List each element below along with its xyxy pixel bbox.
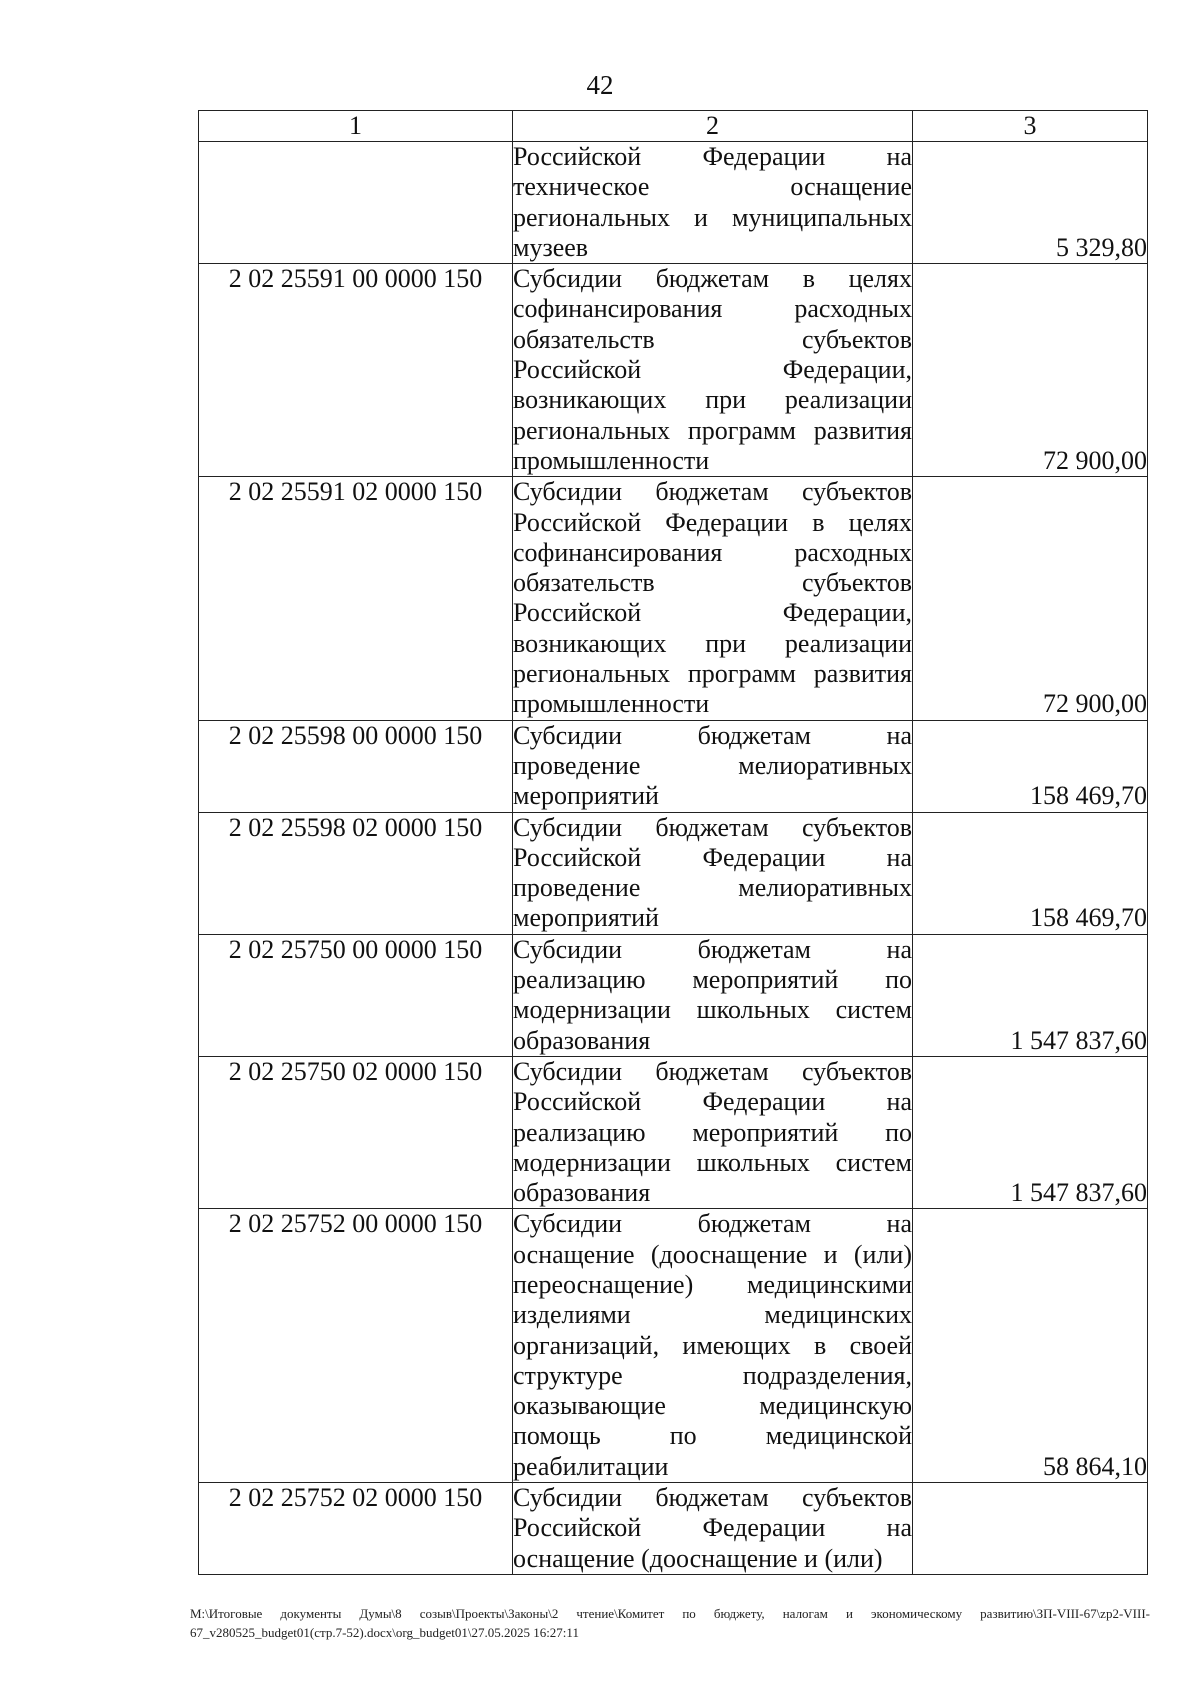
description-line: мероприятий [513, 903, 659, 933]
description-line: помощь по медицинской [513, 1421, 912, 1451]
description-line: Субсидии бюджетам субъектов [513, 477, 912, 507]
table-row [199, 1056, 1148, 1208]
description-line: Субсидии бюджетам на [513, 934, 912, 964]
table-row [199, 264, 1148, 477]
description-line: региональных программ развития [513, 659, 912, 689]
amount-cell [913, 1483, 1148, 1575]
description-line: промышленности [513, 445, 710, 475]
budget-code-cell: 2 02 25598 00 0000 150 [199, 720, 513, 812]
description-line: реализацию мероприятий по [513, 1117, 912, 1147]
budget-code-cell: 2 02 25591 00 0000 150 [199, 264, 513, 477]
budget-code-cell: 2 02 25598 02 0000 150 [199, 812, 513, 934]
budget-code-cell: 2 02 25752 00 0000 150 [199, 1209, 513, 1483]
description-line: проведение мелиоративных [513, 750, 912, 780]
description-line: техническое оснащение [513, 172, 912, 202]
table-header-row [199, 111, 1148, 142]
amount-cell: 158 469,70 [913, 720, 1148, 812]
description-line: Субсидии бюджетам субъектов [513, 1483, 912, 1513]
table-body [199, 142, 1148, 1575]
description-line: проведение мелиоративных [513, 873, 912, 903]
description-cell [513, 934, 913, 1056]
description-line: Субсидии бюджетам субъектов [513, 812, 912, 842]
description-line: Субсидии бюджетам в целях [513, 264, 912, 294]
budget-code-cell: 2 02 25750 00 0000 150 [199, 934, 513, 1056]
description-line: модернизации школьных систем [513, 1147, 912, 1177]
description-line: обязательств субъектов [513, 568, 912, 598]
table-row [199, 1209, 1148, 1483]
description-line: организаций, имеющих в своей [513, 1330, 912, 1360]
description-line: региональных и муниципальных [513, 202, 912, 232]
description-line: Российской Федерации, [513, 598, 912, 628]
description-line: Российской Федерации на [513, 842, 912, 872]
description-line: промышленности [513, 689, 710, 719]
amount-cell: 1 547 837,60 [913, 1056, 1148, 1208]
description-line: реализацию мероприятий по [513, 965, 912, 995]
description-cell [513, 477, 913, 720]
description-line: оснащение (дооснащение и (или) [513, 1239, 912, 1269]
description-line: оказывающие медицинскую [513, 1391, 912, 1421]
description-cell [513, 1056, 913, 1208]
description-cell [513, 812, 913, 934]
budget-code-cell: 2 02 25752 02 0000 150 [199, 1483, 513, 1575]
description-line: возникающих при реализации [513, 628, 912, 658]
description-line: образования [513, 1178, 651, 1208]
description-line: Субсидии бюджетам на [513, 720, 912, 750]
amount-cell: 72 900,00 [913, 477, 1148, 720]
description-line: софинансирования расходных [513, 537, 912, 567]
description-cell [513, 1209, 913, 1483]
column-header-amount: 3 [913, 111, 1148, 142]
amount-cell: 1 547 837,60 [913, 934, 1148, 1056]
description-line: оснащение (дооснащение и (или) [513, 1543, 883, 1573]
description-line: софинансирования расходных [513, 294, 912, 324]
description-line: структуре подразделения, [513, 1360, 912, 1390]
column-header-code: 1 [199, 111, 513, 142]
budget-code-cell: 2 02 25750 02 0000 150 [199, 1056, 513, 1208]
description-line: образования [513, 1025, 651, 1055]
description-line: мероприятий [513, 781, 659, 811]
description-line: Российской Федерации на [513, 1513, 912, 1543]
amount-cell: 58 864,10 [913, 1209, 1148, 1483]
table-row [199, 477, 1148, 720]
description-cell [513, 264, 913, 477]
description-line: Субсидии бюджетам субъектов [513, 1056, 912, 1086]
file-path-footer: M:\Итоговые документы Думы\8 созыв\Проекты\Законы\2 чтение\Комитет по бюджету, налогам и экономическому развитию\ЗП-VIII-67\zp2-VIII-67_v280525_budget01(стр.7-52).docx\org_budget01\27.05.2025 16:27:11 [190, 1606, 1150, 1640]
description-line: возникающих при реализации [513, 385, 912, 415]
budget-table [198, 110, 1148, 1575]
description-cell [513, 142, 913, 264]
table-row [199, 812, 1148, 934]
budget-code-cell [199, 142, 513, 264]
description-line: Российской Федерации, [513, 355, 912, 385]
description-line: реабилитации [513, 1451, 669, 1481]
amount-cell: 72 900,00 [913, 264, 1148, 477]
description-line: переоснащение) медицинскими [513, 1269, 912, 1299]
table-row [199, 142, 1148, 264]
description-cell [513, 720, 913, 812]
table-row [199, 720, 1148, 812]
column-header-description: 2 [513, 111, 913, 142]
description-line: Российской Федерации в целях [513, 507, 912, 537]
description-line: изделиями медицинских [513, 1300, 912, 1330]
amount-cell: 158 469,70 [913, 812, 1148, 934]
description-line: Субсидии бюджетам на [513, 1209, 912, 1239]
description-cell [513, 1483, 913, 1575]
description-line: региональных программ развития [513, 415, 912, 445]
amount-cell: 5 329,80 [913, 142, 1148, 264]
description-line: обязательств субъектов [513, 324, 912, 354]
budget-code-cell: 2 02 25591 02 0000 150 [199, 477, 513, 720]
description-line: Российской Федерации на [513, 1087, 912, 1117]
description-line: Российской Федерации на [513, 142, 912, 171]
description-line: музеев [513, 232, 589, 262]
table-row [199, 934, 1148, 1056]
page-number: 42 [586, 70, 614, 100]
table-row [199, 1483, 1148, 1575]
description-line: модернизации школьных систем [513, 995, 912, 1025]
